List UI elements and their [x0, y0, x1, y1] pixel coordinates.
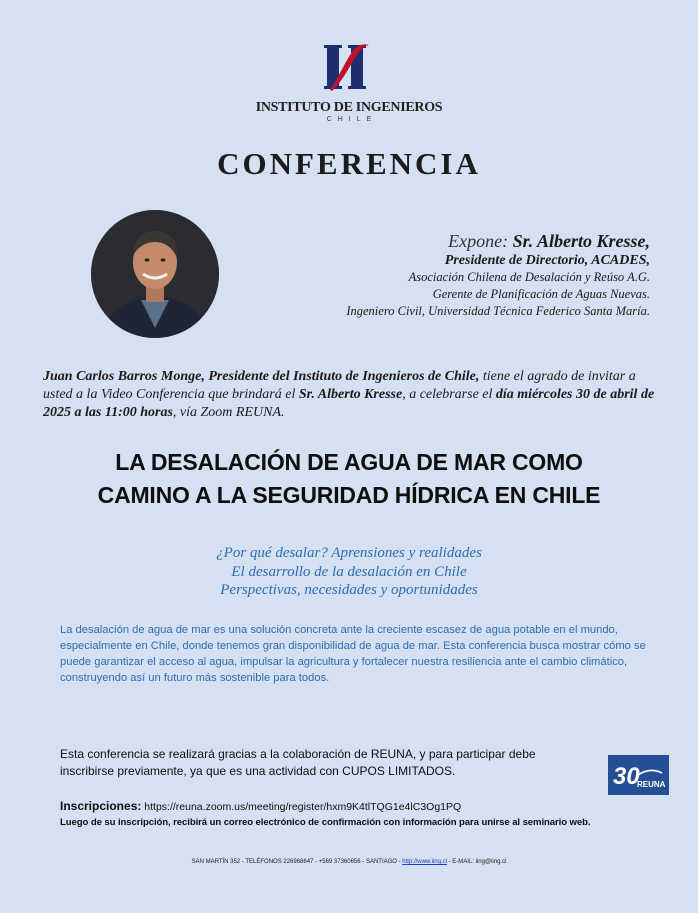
collaboration-note: Esta conferencia se realizará gracias a la colaboración de REUNA, y para participar debe inscribirse previamente, ya que es una actividad con CUPOS LIMITADOS.	[60, 747, 536, 778]
topic-item: Perspectivas, necesidades y oportunidades	[220, 582, 478, 598]
topics-list	[0, 544, 698, 600]
speaker-degree: Ingeniero Civil, Universidad Técnica Federico Santa María.	[346, 304, 650, 318]
institute-country: CHILE	[326, 116, 378, 123]
institute-name: INSTITUTO DE INGENIEROS	[255, 100, 443, 115]
topic-item: ¿Por qué desalar? Aprensiones y realidades	[216, 545, 482, 561]
institute-logo	[0, 42, 698, 123]
expone-label: Expone:	[448, 231, 513, 251]
invitation-text-1: tiene el agrado de invitar a usted a la Video Conferencia que brindará el	[43, 369, 636, 402]
title-line-1: LA DESALACIÓN DE AGUA DE MAR COMO	[115, 449, 583, 475]
invited-speaker: Sr. Alberto Kresse	[298, 387, 403, 402]
invitation-paragraph	[43, 368, 655, 422]
ii-monogram-icon	[322, 42, 376, 92]
footer-website-link[interactable]: http://www.iing.cl	[402, 859, 447, 865]
reuna-anniversary-number: 30	[613, 763, 640, 790]
event-date: día miércoles 30 de abril de 2025 a las 11:00 horas	[43, 387, 655, 420]
speaker-position: Gerente de Planificación de Aguas Nuevas.	[432, 287, 650, 301]
footer-email: - E-MAIL: iing@iing.cl	[446, 859, 507, 865]
footer-contact	[0, 859, 698, 865]
reuna-brand-text: REUNA	[637, 780, 666, 789]
speaker-info	[230, 230, 650, 320]
footer-address: SAN MARTÍN 352 - TELÉFONOS 226968647 - +569 37360656 - SANTIAGO -	[191, 859, 403, 865]
speaker-association: Asociación Chilena de Desalación y Reúso A.G.	[408, 270, 650, 284]
conference-title	[40, 446, 658, 512]
host-name: Juan Carlos Barros Monge, Presidente del Instituto de Ingenieros de Chile,	[43, 369, 480, 384]
speaker-name-line	[230, 230, 650, 252]
registration-link[interactable]: https://reuna.zoom.us/meeting/register/hxm9K4tlTQG1e4lC3Og1PQ	[141, 801, 462, 813]
registration-label: Inscripciones:	[60, 799, 142, 813]
conference-heading: CONFERENCIA	[217, 146, 481, 181]
registration-note: Luego de su inscripción, recibirá un correo electrónico de confirmación con información para unirse al seminario web.	[60, 817, 591, 828]
title-line-2: CAMINO A LA SEGURIDAD HÍDRICA EN CHILE	[97, 482, 601, 508]
conference-description: La desalación de agua de mar es una solución concreta ante la creciente escasez de agua potable en el mundo, especialmente en Chile, donde tenemos gran disponibilidad de agua de mar. Esta conferencia busca mostrar cómo se puede garantizar el acceso al agua, impulsar la agricultura y fortalecer nuestra resiliencia ante el cambio climático, construyendo así un futuro más sostenible para todos.	[60, 624, 646, 684]
topic-item: El desarrollo de la desalación en Chile	[231, 563, 467, 580]
speaker-photo	[91, 210, 219, 338]
reuna-logo	[608, 755, 669, 795]
registration-section	[60, 798, 680, 829]
invitation-text-3: , vía Zoom REUNA.	[172, 405, 285, 420]
speaker-name: Sr. Alberto Kresse,	[512, 231, 650, 251]
speaker-role: Presidente de Directorio, ACADES,	[444, 253, 650, 268]
invitation-text-2: , a celebrarse el	[402, 387, 496, 402]
